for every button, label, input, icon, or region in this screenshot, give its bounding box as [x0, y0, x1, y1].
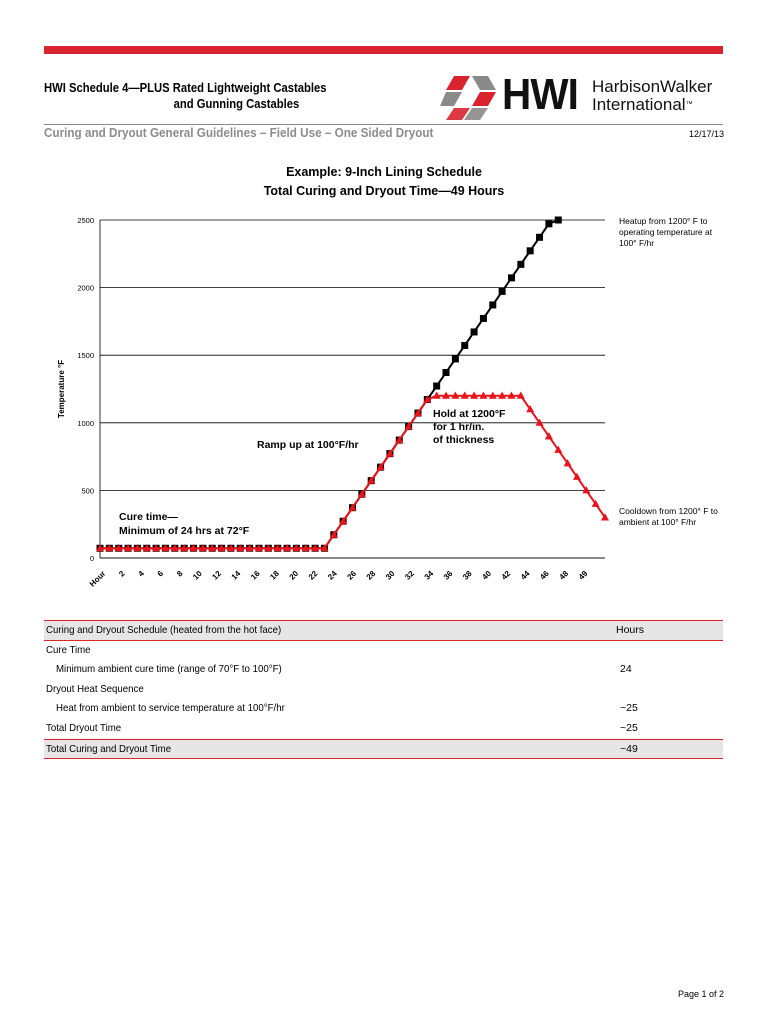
chart-svg — [0, 158, 768, 598]
x-tick-label: 44 — [518, 569, 532, 582]
x-tick-label: 30 — [383, 569, 397, 582]
document-title-line2: and Gunning Castables — [173, 97, 300, 111]
data-point — [545, 220, 552, 227]
x-tick-label: 48 — [557, 569, 571, 582]
schedule-row-label: Dryout Heat Sequence — [46, 682, 144, 695]
document-subtitle: Curing and Dryout General Guidelines – Field Use – One Sided Dryout — [44, 125, 434, 140]
schedule-total-row — [44, 739, 723, 760]
x-tick-label: 12 — [210, 569, 224, 582]
x-tick-label: 34 — [422, 569, 436, 582]
x-tick-label: 28 — [364, 569, 378, 582]
x-tick-label: 36 — [441, 569, 455, 582]
document-title — [44, 80, 368, 112]
schedule-header-value: Hours — [616, 624, 645, 636]
x-tick-label: 18 — [268, 569, 281, 582]
y-tick-label: 2000 — [77, 283, 94, 293]
cure-time-annotation: Cure time— Minimum of 24 hrs at 72°F — [119, 511, 250, 537]
hwi-logo-mark-icon — [440, 74, 496, 120]
data-point — [555, 217, 562, 224]
schedule-total-value: ~49 — [620, 742, 638, 755]
schedule-table — [44, 620, 723, 759]
x-tick-label: 26 — [345, 569, 359, 582]
x-tick-label: 40 — [480, 569, 494, 582]
x-tick-label: 42 — [499, 569, 513, 582]
x-tick-label: 24 — [326, 569, 339, 582]
data-point — [499, 288, 506, 295]
logo-company-line1: HarbisonWalker — [592, 77, 713, 96]
schedule-row-label: Cure Time — [46, 643, 91, 656]
ramp-annotation: Ramp up at 100°F/hr — [257, 439, 359, 451]
chart-title-line1: Example: 9-Inch Lining Schedule — [286, 165, 482, 179]
data-point — [461, 342, 468, 349]
y-tick-label: 500 — [81, 486, 94, 496]
schedule-total-label: Total Curing and Dryout Time — [46, 742, 172, 755]
heatup-annotation: Heatup from 1200° F to operating temperature at 100° F/hr — [619, 216, 713, 248]
y-axis-label: Temperature °F — [57, 359, 66, 419]
page-number: Page 1 of 2 — [677, 989, 724, 999]
x-tick-label: 4 — [136, 569, 146, 579]
x-tick-label: Hour — [87, 569, 108, 589]
data-point — [443, 369, 450, 376]
schedule-row — [44, 660, 723, 680]
temperature-schedule-chart — [0, 158, 768, 598]
series-line — [100, 220, 558, 548]
cooldown-annotation: Cooldown from 1200° F to ambient at 100° F/hr — [619, 506, 718, 527]
document-title-line1: HWI Schedule 4—PLUS Rated Lightweight Castables — [44, 81, 327, 95]
data-point — [471, 328, 478, 335]
data-point — [489, 301, 496, 308]
x-tick-label: 6 — [155, 569, 166, 579]
x-tick-label: 38 — [461, 569, 474, 582]
schedule-row-label: Minimum ambient cure time (range of 70°F to 100°F) — [56, 663, 282, 676]
x-tick-label: 16 — [248, 569, 262, 582]
schedule-row — [44, 641, 723, 661]
schedule-row — [44, 699, 723, 719]
schedule-row-value: ~25 — [620, 702, 638, 715]
data-point — [527, 247, 534, 254]
schedule-row-label: Heat from ambient to service temperature at 100°F/hr — [56, 702, 285, 715]
schedule-row — [44, 719, 723, 739]
y-tick-label: 0 — [89, 554, 94, 563]
logo-trademark: ™ — [685, 101, 693, 108]
x-tick-label: 20 — [287, 569, 301, 582]
x-tick-label: 22 — [306, 569, 320, 582]
data-point — [480, 315, 487, 322]
document-date: 12/17/13 — [688, 129, 724, 139]
logo-company-line2: International — [592, 95, 686, 114]
y-tick-label: 2500 — [77, 216, 94, 225]
y-tick-label: 1500 — [77, 351, 94, 361]
data-point — [536, 234, 543, 241]
x-tick-label: 8 — [175, 569, 185, 579]
schedule-row-label: Total Dryout Time — [46, 721, 122, 734]
x-tick-label: 14 — [229, 569, 243, 582]
data-point — [508, 274, 515, 281]
hwi-logo — [440, 72, 724, 122]
data-point — [433, 383, 440, 390]
header-red-bar — [44, 46, 723, 54]
chart-title-line2: Total Curing and Dryout Time—49 Hours — [263, 184, 505, 198]
x-tick-label: 32 — [403, 569, 416, 582]
data-point — [452, 355, 459, 362]
data-point — [517, 261, 524, 268]
schedule-row-value: ~25 — [620, 721, 638, 734]
schedule-header-row — [44, 620, 723, 641]
x-tick-label: 49 — [576, 569, 590, 582]
hold-annotation: Hold at 1200°F for 1 hr/in. of thickness — [433, 408, 506, 446]
schedule-row — [44, 680, 723, 700]
schedule-header-label: Curing and Dryout Schedule (heated from the hot face) — [46, 624, 282, 636]
logo-company-name — [592, 78, 712, 114]
y-tick-label: 1000 — [77, 418, 94, 428]
x-tick-label: 10 — [191, 569, 204, 582]
x-tick-label: 46 — [538, 569, 551, 582]
x-tick-label: 2 — [117, 569, 127, 579]
logo-wordmark: HWI — [502, 70, 578, 119]
schedule-row-value: 24 — [620, 663, 632, 676]
